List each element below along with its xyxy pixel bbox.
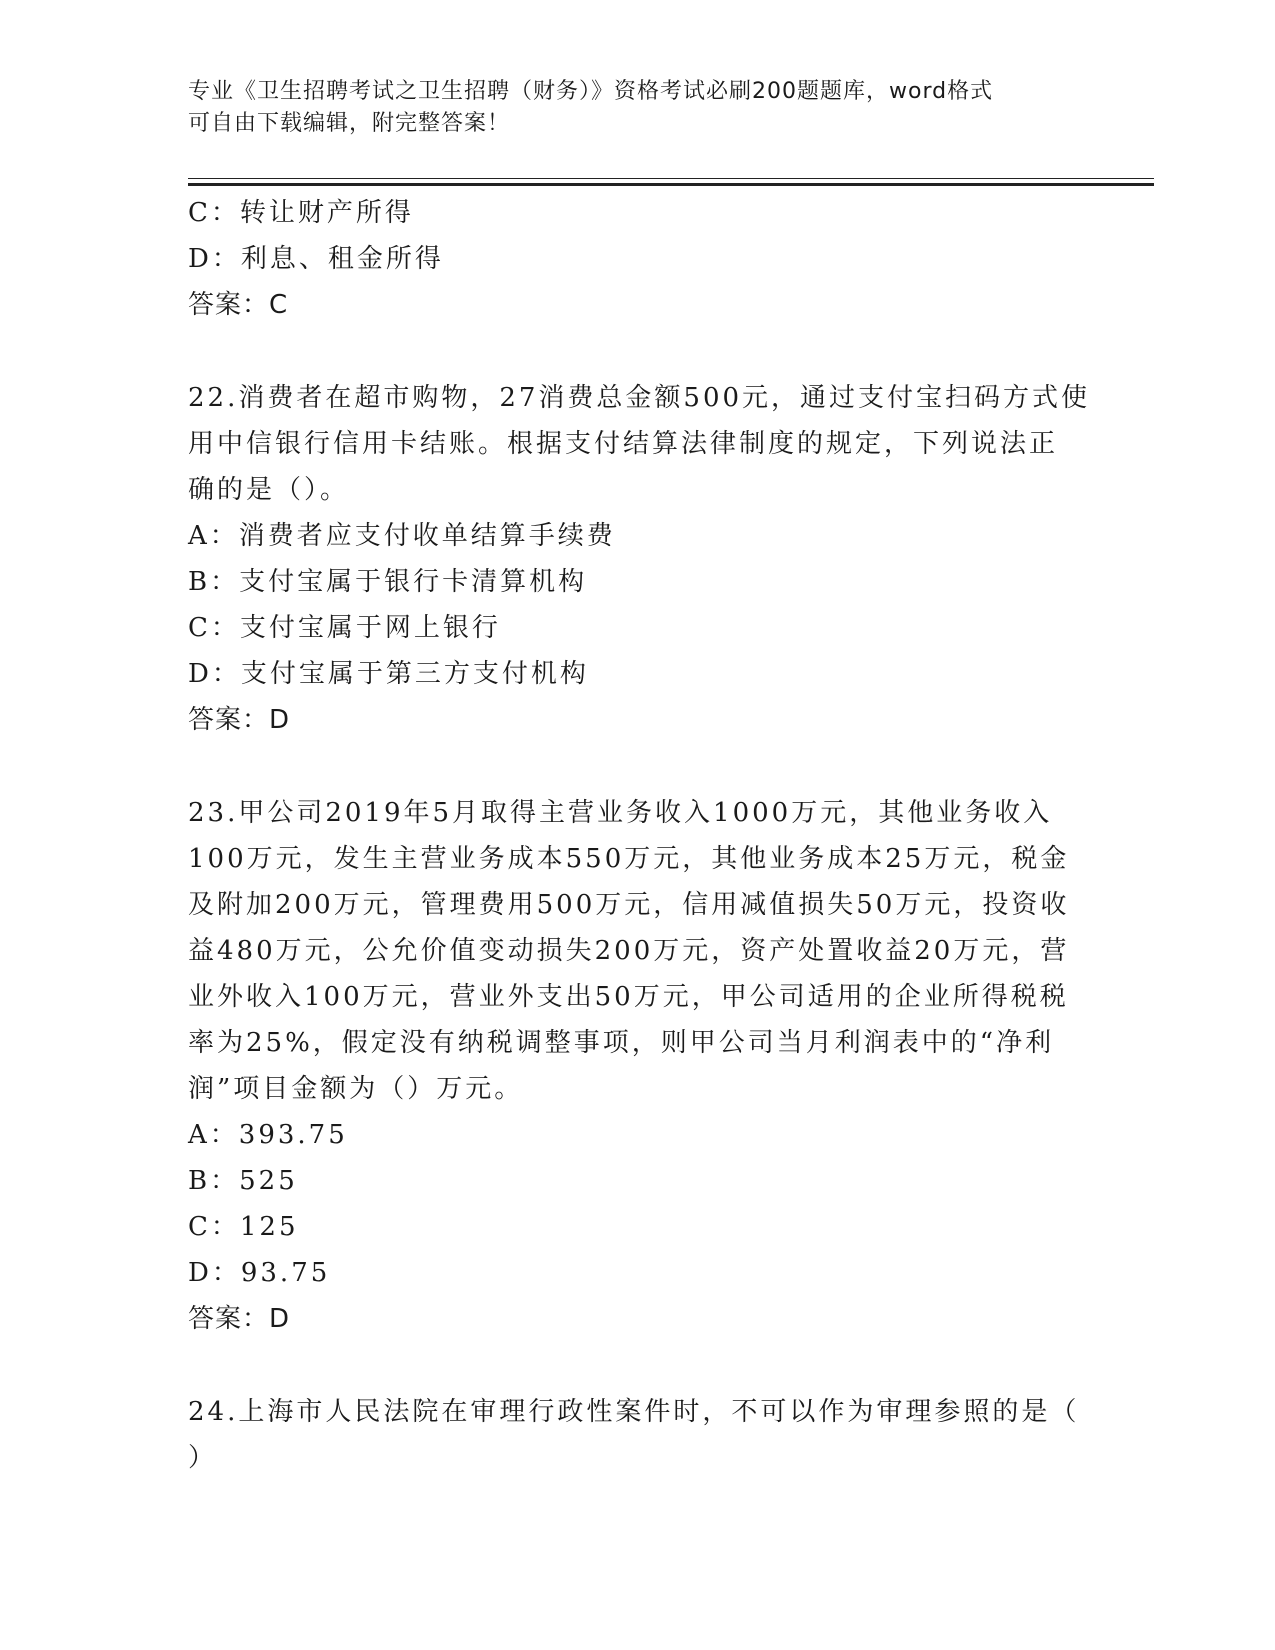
option-b: B：525 bbox=[188, 1166, 298, 1196]
question-stem-line: 用中信银行信用卡结账。根据支付结算法律制度的规定，下列说法正 bbox=[188, 429, 1059, 459]
option-c: C：125 bbox=[188, 1212, 299, 1242]
document-body bbox=[188, 190, 1091, 1481]
question-stem-line: ） bbox=[188, 1443, 218, 1473]
question-21 bbox=[188, 190, 1088, 328]
answer-line: 答案：C bbox=[188, 290, 289, 320]
question-stem-line: 润”项目金额为（）万元。 bbox=[188, 1074, 524, 1104]
header-title-line-2: 可自由下载编辑，附完整答案！ bbox=[188, 111, 511, 136]
header-divider-thick bbox=[188, 183, 1154, 186]
question-stem-line: 100万元，发生主营业务成本550万元，其他业务成本25万元，税金 bbox=[188, 844, 1070, 874]
question-stem-line: 23.甲公司2019年5月取得主营业务收入1000万元，其他业务收入 bbox=[188, 798, 1053, 828]
answer-line: 答案：D bbox=[188, 1304, 291, 1334]
question-stem-line: 业外收入100万元，营业外支出50万元，甲公司适用的企业所得税税 bbox=[188, 982, 1069, 1012]
answer-line: 答案：D bbox=[188, 705, 291, 735]
header-divider-thin bbox=[188, 178, 1154, 179]
option-a: A：消费者应支付收单结算手续费 bbox=[188, 521, 616, 551]
question-stem-line: 率为25%，假定没有纳税调整事项，则甲公司当月利润表中的“净利 bbox=[188, 1028, 1055, 1058]
option-b: B：支付宝属于银行卡清算机构 bbox=[188, 567, 588, 597]
question-stem-line: 益480万元，公允价值变动损失200万元，资产处置收益20万元，营 bbox=[188, 936, 1070, 966]
option-c: C：支付宝属于网上银行 bbox=[188, 613, 501, 643]
question-stem-line: 及附加200万元，管理费用500万元，信用减值损失50万元，投资收 bbox=[188, 890, 1070, 920]
option-d: D：支付宝属于第三方支付机构 bbox=[188, 659, 589, 689]
question-stem-line: 确的是（）。 bbox=[188, 475, 350, 505]
question-23 bbox=[188, 790, 1088, 1342]
question-stem-line: 24.上海市人民法院在审理行政性案件时，不可以作为审理参照的是（ bbox=[188, 1397, 1080, 1427]
spacer bbox=[188, 328, 1088, 375]
option-d: D：93.75 bbox=[188, 1258, 331, 1288]
option-a: A：393.75 bbox=[188, 1120, 348, 1150]
option-d: D：利息、租金所得 bbox=[188, 244, 444, 274]
question-24 bbox=[188, 1389, 1088, 1481]
spacer bbox=[188, 743, 1088, 790]
header-title-line-1: 专业《卫生招聘考试之卫生招聘（财务）》资格考试必刷200题题库，word格式 bbox=[188, 79, 994, 104]
option-c: C：转让财产所得 bbox=[188, 198, 414, 228]
question-stem-line: 22.消费者在超市购物，27消费总金额500元，通过支付宝扫码方式使 bbox=[188, 383, 1091, 413]
spacer bbox=[188, 1342, 1088, 1389]
document-header bbox=[188, 76, 1088, 140]
question-22 bbox=[188, 375, 1091, 743]
